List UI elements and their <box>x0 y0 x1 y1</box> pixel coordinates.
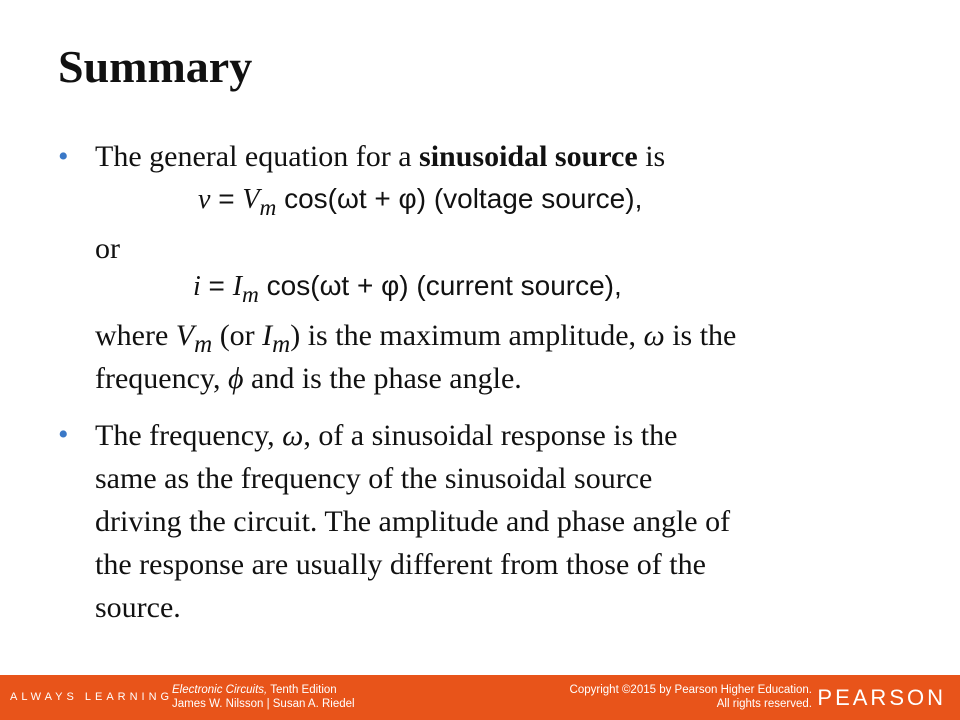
bullet2-line5: source. <box>95 591 181 624</box>
bullet1-line1: The general equation for a sinusoidal source is <box>95 140 666 173</box>
footer-tagline: ALWAYS LEARNING <box>10 691 174 703</box>
where-line: where $V_m$ (or $I_m$) is the maximum amplitude, ω is the <box>95 319 737 358</box>
bullet2-line2: same as the frequency of the sinusoidal source <box>95 462 653 495</box>
voltage-equation: $v = V_m$ cos(ωt + φ) (voltage source), <box>198 183 643 221</box>
current-equation: $i = I_m$ cos(ωt + φ) (current source), <box>193 270 622 308</box>
bullet-marker: • <box>58 418 69 451</box>
bullet-marker: • <box>58 140 69 173</box>
bullet2-line1: The frequency, ω, of a sinusoidal response is the <box>95 419 678 452</box>
bullet2-line4: the response are usually different from those of the <box>95 548 706 581</box>
slide-title: Summary <box>58 41 253 92</box>
footer-copyright: Copyright ©2015 by Pearson Higher Education. All rights reserved. <box>569 684 812 710</box>
or-text: or <box>95 232 120 265</box>
frequency-line: frequency, ϕ and is the phase angle. <box>95 362 522 395</box>
bullet2-line3: driving the circuit. The amplitude and phase angle of <box>95 505 731 538</box>
footer-bar <box>0 675 960 720</box>
footer-book-info: Electronic Circuits, Tenth Edition James W. Nilsson | Susan A. Riedel <box>172 684 355 710</box>
pearson-logo: PEARSON <box>817 685 946 710</box>
